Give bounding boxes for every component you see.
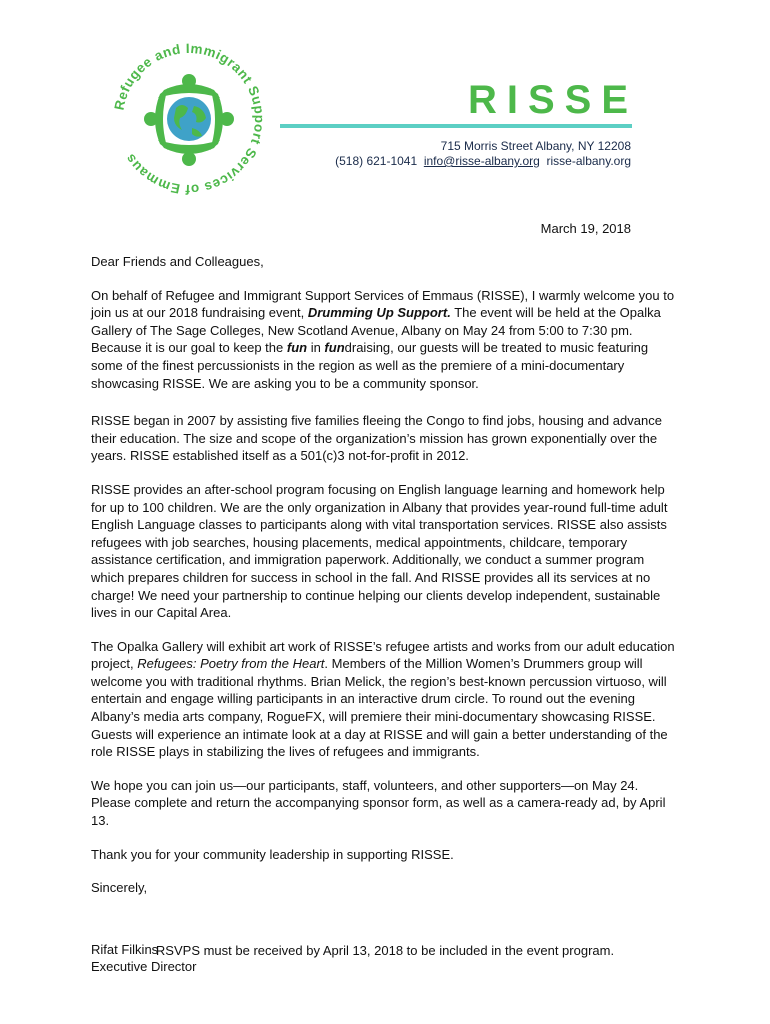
p1-text-c: in	[307, 340, 325, 356]
fun-emphasis-2: fun	[324, 340, 345, 356]
salutation: Dear Friends and Colleagues,	[91, 254, 264, 269]
p1-text-b: The event will be held at the Opalka Gallery of The Sage Colleges, New Scotland Avenue, Albany on May 24 from 5:00 to 7:30 pm. Because it is our goal to keep the	[91, 305, 661, 356]
paragraph-3: RISSE provides an after-school program focusing on English language learning and homework help for up to 100 children. We are the only organization in Albany that provides year-round full-time adult English Language classes to participants along with vital transportation services. RISSE also assists refugees with job searches, housing placements, medical appointments, childcare, temporary assistance certification, and immigration paperwork. Additionally, we conduct a summer program which prepares children for success in school in the fall. And RISSE provides all its services at no charge! We need your partnership to continue helping our clients develop independent, sustainable lives in our Capital Area.	[91, 481, 668, 621]
signer-title: Executive Director	[91, 959, 197, 975]
p1-text-a: On behalf of Refugee and Immigrant Support Services of Emmaus (RISSE), I warmly welcome you to join us at our 2018 fundraising event,	[91, 287, 675, 321]
contact-line	[335, 154, 631, 168]
org-address: 715 Morris Street Albany, NY 12208	[440, 139, 631, 153]
logo-emblem	[108, 38, 270, 200]
event-name: Drumming Up Support.	[307, 305, 451, 321]
signer-name: Rifat Filkins	[91, 941, 159, 957]
org-website-link[interactable]: risse-albany.org	[546, 154, 631, 168]
header-divider	[280, 124, 632, 128]
org-phone: (518) 621-1041	[335, 154, 418, 168]
p1-text-d: draising, our guests will be treated to music featuring some of the finest percussionists in the region as well as the premiere of a mini-documentary showcasing RISSE. We are asking you to be a community sponsor.	[91, 340, 649, 391]
paragraph-2: RISSE began in 2007 by assisting five families fleeing the Congo to find jobs, housing and advance their education. The size and scope of the organization’s mission has grown exponentially over the years. RISSE established itself as a 501(c)3 not-for-profit in 2012.	[91, 413, 662, 464]
fun-emphasis: fun	[286, 340, 308, 356]
paragraph-5: We hope you can join us—our participants, staff, volunteers, and other supporters—on May 24. Please complete and return the accompanying sponsor form, as well as a camera-ready ad, by April 13.	[91, 777, 666, 829]
rsvp-note: RSVPS must be received by April 13, 2018 to be included in the event program.	[155, 943, 615, 958]
paragraph-1	[91, 287, 681, 393]
logo-ring-text: Refugee and Immigrant Support Services of Emmaus	[111, 40, 268, 198]
letter-date: March 19, 2018	[540, 221, 631, 236]
letter-body	[91, 253, 681, 976]
project-title: Refugees: Poetry from the Heart	[137, 656, 325, 672]
paragraph-6: Thank you for your community leadership in supporting RISSE.	[91, 846, 454, 862]
org-email-link[interactable]: info@risse-albany.org	[423, 154, 540, 168]
risse-logo	[108, 38, 270, 200]
brand-wordmark: RISSE	[468, 78, 639, 122]
p4-text-b: . Members of the Million Women’s Drummers group will welcome you with traditional rhythms. Brian Melick, the region’s best-known percussion virtuoso, will entertain and engage willing participants in an interactive drum circle. To round out the evening Albany’s media arts company, RogueFX, will premiere their mini-documentary showcasing RISSE. Guests will experience an intimate look at a day at RISSE and will gain a better understanding of the role RISSE plays in stabilizing the lives of refugees and immigrants.	[91, 656, 668, 760]
closing: Sincerely,	[91, 880, 148, 896]
p4-text-a: The Opalka Gallery will exhibit art work of RISSE’s refugee artists and works from our adult education project,	[91, 638, 675, 672]
paragraph-4	[91, 638, 681, 761]
